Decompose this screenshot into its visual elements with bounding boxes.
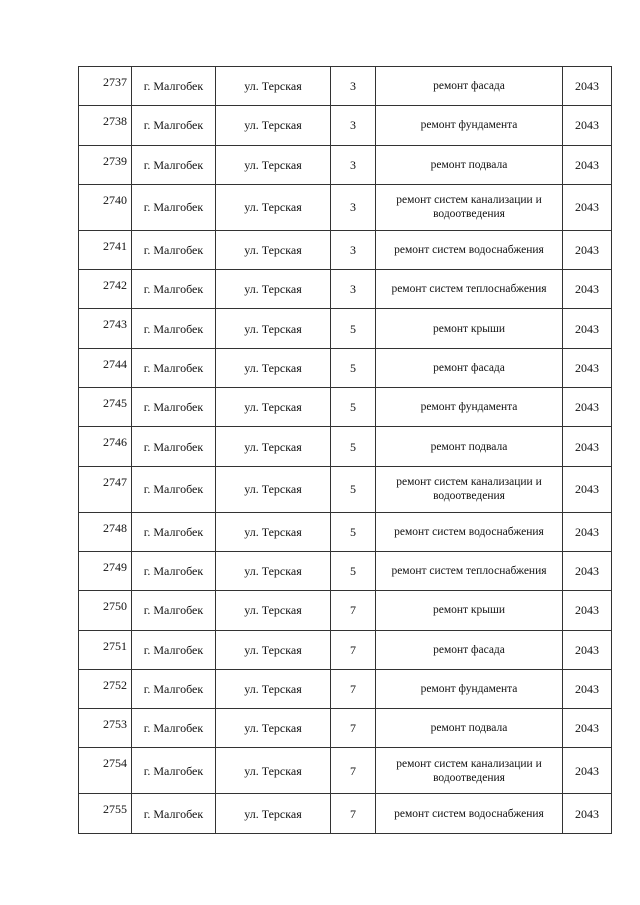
street-cell: ул. Терская — [216, 270, 331, 309]
year-cell: 2043 — [563, 427, 612, 466]
city-cell: г. Малгобек — [132, 270, 216, 309]
house-number-cell: 3 — [331, 106, 376, 145]
street-cell: ул. Терская — [216, 106, 331, 145]
table-row — [79, 348, 612, 387]
table-row — [79, 794, 612, 833]
street-cell: ул. Терская — [216, 348, 331, 387]
house-number-cell: 7 — [331, 669, 376, 708]
table-row — [79, 748, 612, 794]
work-type-cell: ремонт систем теплоснабжения — [376, 270, 563, 309]
year-cell: 2043 — [563, 551, 612, 590]
city-cell: г. Малгобек — [132, 230, 216, 269]
work-type-cell: ремонт фасада — [376, 67, 563, 106]
city-cell: г. Малгобек — [132, 748, 216, 794]
street-cell: ул. Терская — [216, 388, 331, 427]
year-cell: 2043 — [563, 512, 612, 551]
work-type-cell: ремонт систем канализации и водоотведения — [376, 466, 563, 512]
year-cell: 2043 — [563, 466, 612, 512]
work-type-cell: ремонт фасада — [376, 348, 563, 387]
year-cell: 2043 — [563, 348, 612, 387]
street-cell: ул. Терская — [216, 230, 331, 269]
table-row — [79, 270, 612, 309]
house-number-cell: 5 — [331, 348, 376, 387]
street-cell: ул. Терская — [216, 184, 331, 230]
row-number-cell: 2752 — [79, 669, 132, 708]
city-cell: г. Малгобек — [132, 630, 216, 669]
table-row — [79, 709, 612, 748]
year-cell: 2043 — [563, 184, 612, 230]
house-number-cell: 5 — [331, 466, 376, 512]
street-cell: ул. Терская — [216, 669, 331, 708]
table-row — [79, 106, 612, 145]
row-number-cell: 2747 — [79, 466, 132, 512]
work-type-cell: ремонт подвала — [376, 709, 563, 748]
house-number-cell: 5 — [331, 512, 376, 551]
table-row — [79, 309, 612, 348]
work-type-cell: ремонт систем теплоснабжения — [376, 551, 563, 590]
row-number-cell: 2751 — [79, 630, 132, 669]
city-cell: г. Малгобек — [132, 794, 216, 833]
table-body — [79, 67, 612, 834]
row-number-cell: 2753 — [79, 709, 132, 748]
table-row — [79, 591, 612, 630]
house-number-cell: 5 — [331, 551, 376, 590]
house-number-cell: 5 — [331, 388, 376, 427]
year-cell: 2043 — [563, 106, 612, 145]
work-type-cell: ремонт подвала — [376, 427, 563, 466]
table-row — [79, 230, 612, 269]
city-cell: г. Малгобек — [132, 67, 216, 106]
work-type-cell: ремонт фасада — [376, 630, 563, 669]
work-type-cell: ремонт крыши — [376, 591, 563, 630]
year-cell: 2043 — [563, 669, 612, 708]
work-type-cell: ремонт систем канализации и водоотведения — [376, 748, 563, 794]
repair-schedule-table — [78, 66, 612, 834]
row-number-cell: 2738 — [79, 106, 132, 145]
table-row — [79, 145, 612, 184]
house-number-cell: 3 — [331, 270, 376, 309]
table-row — [79, 669, 612, 708]
row-number-cell: 2750 — [79, 591, 132, 630]
street-cell: ул. Терская — [216, 709, 331, 748]
house-number-cell: 7 — [331, 709, 376, 748]
year-cell: 2043 — [563, 794, 612, 833]
table-row — [79, 630, 612, 669]
table-row — [79, 388, 612, 427]
house-number-cell: 3 — [331, 67, 376, 106]
year-cell: 2043 — [563, 270, 612, 309]
year-cell: 2043 — [563, 630, 612, 669]
row-number-cell: 2755 — [79, 794, 132, 833]
table-row — [79, 512, 612, 551]
work-type-cell: ремонт систем водоснабжения — [376, 512, 563, 551]
street-cell: ул. Терская — [216, 67, 331, 106]
year-cell: 2043 — [563, 748, 612, 794]
table-row — [79, 427, 612, 466]
street-cell: ул. Терская — [216, 591, 331, 630]
city-cell: г. Малгобек — [132, 348, 216, 387]
year-cell: 2043 — [563, 388, 612, 427]
street-cell: ул. Терская — [216, 145, 331, 184]
street-cell: ул. Терская — [216, 794, 331, 833]
work-type-cell: ремонт подвала — [376, 145, 563, 184]
city-cell: г. Малгобек — [132, 106, 216, 145]
city-cell: г. Малгобек — [132, 145, 216, 184]
year-cell: 2043 — [563, 591, 612, 630]
row-number-cell: 2754 — [79, 748, 132, 794]
year-cell: 2043 — [563, 230, 612, 269]
year-cell: 2043 — [563, 309, 612, 348]
street-cell: ул. Терская — [216, 309, 331, 348]
house-number-cell: 7 — [331, 630, 376, 669]
work-type-cell: ремонт систем канализации и водоотведения — [376, 184, 563, 230]
street-cell: ул. Терская — [216, 427, 331, 466]
table-row — [79, 466, 612, 512]
row-number-cell: 2745 — [79, 388, 132, 427]
city-cell: г. Малгобек — [132, 591, 216, 630]
street-cell: ул. Терская — [216, 748, 331, 794]
city-cell: г. Малгобек — [132, 388, 216, 427]
year-cell: 2043 — [563, 145, 612, 184]
row-number-cell: 2740 — [79, 184, 132, 230]
work-type-cell: ремонт фундамента — [376, 388, 563, 427]
street-cell: ул. Терская — [216, 551, 331, 590]
work-type-cell: ремонт систем водоснабжения — [376, 230, 563, 269]
row-number-cell: 2737 — [79, 67, 132, 106]
street-cell: ул. Терская — [216, 630, 331, 669]
house-number-cell: 3 — [331, 230, 376, 269]
row-number-cell: 2739 — [79, 145, 132, 184]
row-number-cell: 2746 — [79, 427, 132, 466]
house-number-cell: 7 — [331, 794, 376, 833]
city-cell: г. Малгобек — [132, 184, 216, 230]
table-row — [79, 67, 612, 106]
row-number-cell: 2749 — [79, 551, 132, 590]
table-row — [79, 551, 612, 590]
house-number-cell: 3 — [331, 184, 376, 230]
row-number-cell: 2742 — [79, 270, 132, 309]
table-row — [79, 184, 612, 230]
work-type-cell: ремонт крыши — [376, 309, 563, 348]
city-cell: г. Малгобек — [132, 309, 216, 348]
house-number-cell: 5 — [331, 427, 376, 466]
house-number-cell: 3 — [331, 145, 376, 184]
work-type-cell: ремонт фундамента — [376, 669, 563, 708]
row-number-cell: 2743 — [79, 309, 132, 348]
house-number-cell: 7 — [331, 591, 376, 630]
work-type-cell: ремонт систем водоснабжения — [376, 794, 563, 833]
city-cell: г. Малгобек — [132, 709, 216, 748]
year-cell: 2043 — [563, 709, 612, 748]
row-number-cell: 2748 — [79, 512, 132, 551]
street-cell: ул. Терская — [216, 466, 331, 512]
city-cell: г. Малгобек — [132, 427, 216, 466]
city-cell: г. Малгобек — [132, 669, 216, 708]
street-cell: ул. Терская — [216, 512, 331, 551]
year-cell: 2043 — [563, 67, 612, 106]
city-cell: г. Малгобек — [132, 466, 216, 512]
house-number-cell: 7 — [331, 748, 376, 794]
city-cell: г. Малгобек — [132, 512, 216, 551]
city-cell: г. Малгобек — [132, 551, 216, 590]
house-number-cell: 5 — [331, 309, 376, 348]
work-type-cell: ремонт фундамента — [376, 106, 563, 145]
row-number-cell: 2741 — [79, 230, 132, 269]
row-number-cell: 2744 — [79, 348, 132, 387]
